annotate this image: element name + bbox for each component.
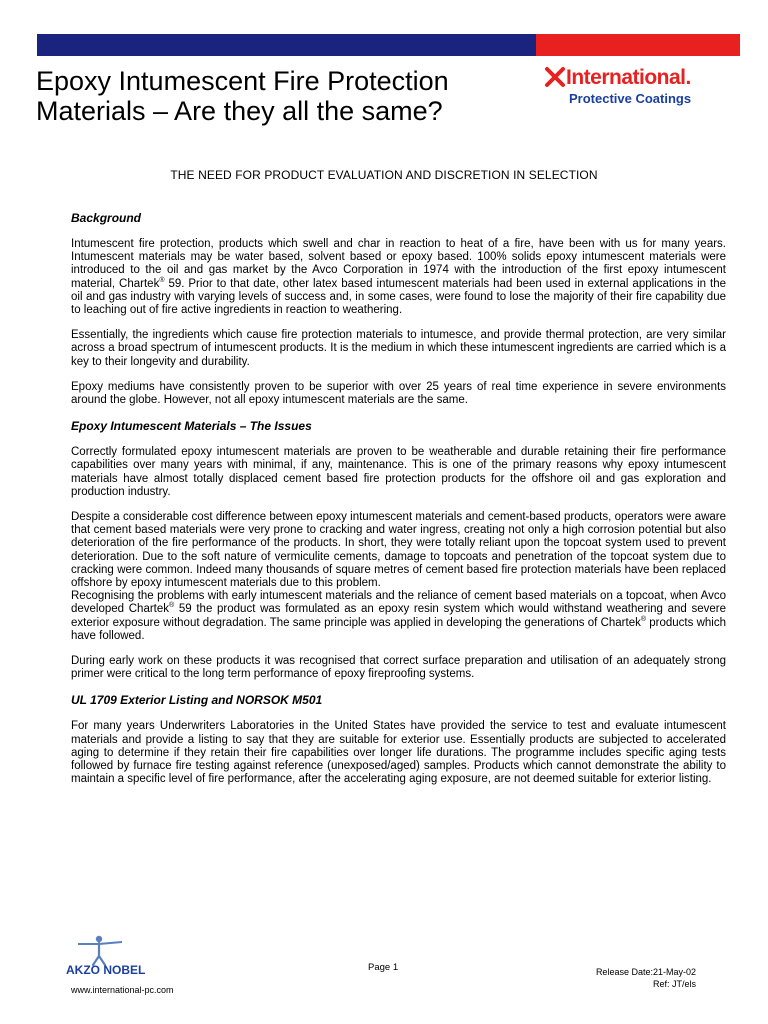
ul1709-paragraph-1: For many years Underwriters Laboratories in the United States have provided the service to test and evaluate intumescent materials and provide a listing to say that they are suitable for exterior use. Essentially products are subjected to accelerated aging to determine if they retain their fire capabilities over longer life durations. The programme includes specific aging tests followed by furnace fire testing against reference (unexposed/aged) samples. Products which cannot demonstrate the ability to maintain a specific level of fire performance, after the accelerating aging exposure, are not deemed suitable for exterior listing.	[71, 720, 726, 786]
release-date: Release Date:21-May-02	[595, 967, 696, 977]
issues-paragraph-2: Despite a considerable cost difference between epoxy intumescent materials and cement-based products, operators were aware that cement based materials were very prone to cracking and water ingress, creating not only a high corrosion potential but also deterioration of the fire performance of the products. In short, they were totally reliant upon the topcoat system used to prevent deterioration. Due to the soft nature of vermiculite cements, damage to topcoats and penetration of the topcoat system due to cracking were common. Indeed many thousands of square metres of cement based fire protection materials have been replaced offshore by epoxy intumescent materials due to this problem.	[71, 511, 726, 590]
page-number: Page 1	[368, 962, 399, 973]
akzo-nobel-text: AKZO NOBEL	[66, 963, 146, 977]
background-paragraph-1: Intumescent fire protection, products which swell and char in reaction to heat of a fire, have been with us for many years. Intumescent materials may be water based, solvent based or epoxy based. 100% solids epoxy intumescent materials were introduced to the oil and gas market by the Avco Corporation in 1974 with the introduction of the first epoxy intumescent material, Chartek® 59. Prior to that date, other latex based intumescent materials had been used in external applications in the oil and gas industry with varying levels of success and, in some cases, were found to lose the majority of their fire capability due to leaching out of fire active ingredients in reaction to weathering.	[71, 238, 726, 317]
background-paragraph-2: Essentially, the ingredients which cause fire protection materials to intumesce, and provide thermal protection, are very similar across a broad spectrum of intumescent products. It is the medium in which these intumescent ingredients are carried which is a key to their longevity and durability.	[71, 329, 726, 368]
international-logo	[545, 66, 745, 110]
title-line-1: Epoxy Intumescent Fire Protection	[36, 66, 449, 96]
reference: Ref: JT/els	[652, 979, 696, 989]
document-subtitle: THE NEED FOR PRODUCT EVALUATION AND DISCRETION IN SELECTION	[170, 168, 598, 182]
footer-url: www.international-pc.com	[71, 985, 174, 995]
logo-main-text: International.	[566, 66, 691, 89]
document-body	[71, 211, 726, 787]
heading-issues: Epoxy Intumescent Materials – The Issues	[71, 419, 312, 434]
logo-wordmark	[545, 66, 691, 90]
heading-background: Background	[71, 211, 142, 225]
akzo-nobel-figure-icon	[66, 934, 146, 977]
x-mark-icon	[545, 68, 565, 86]
header-bar-red	[536, 34, 740, 56]
title-line-2: Materials – Are they all the same?	[36, 96, 443, 126]
akzo-nobel-logo	[66, 934, 146, 977]
header-bar-blue	[37, 34, 536, 56]
footer-release-info	[596, 966, 696, 990]
background-paragraph-3: Epoxy mediums have consistently proven to be superior with over 25 years of real time experience in severe environments around the globe. However, not all epoxy intumescent materials are the same.	[71, 380, 726, 407]
document-title	[36, 66, 516, 126]
issues-paragraph-3: Recognising the problems with early intumescent materials and the reliance of cement based materials on a topcoat, when Avco developed Chartek® 59 the product was formulated as an epoxy resin system which would withstand weathering and severe exterior exposure without degradation. The same principle was applied in developing the generations of Chartek® products which have followed.	[71, 590, 726, 642]
logo-subtitle: Protective Coatings	[569, 91, 692, 106]
issues-paragraph-1: Correctly formulated epoxy intumescent materials are proven to be weatherable and durable retaining their fire performance capabilities over many years with minimal, if any, maintenance. This is one of the primary reasons why epoxy intumescent materials have almost totally displaced cement based fire protection products for the offshore oil and gas exploration and production industry.	[71, 446, 726, 498]
heading-ul1709: UL 1709 Exterior Listing and NORSOK M501	[71, 693, 323, 708]
issues-paragraph-4: During early work on these products it was recognised that correct surface preparation and utilisation of an adequately strong primer were critical to the long term performance of epoxy fireproofing systems.	[71, 655, 726, 681]
